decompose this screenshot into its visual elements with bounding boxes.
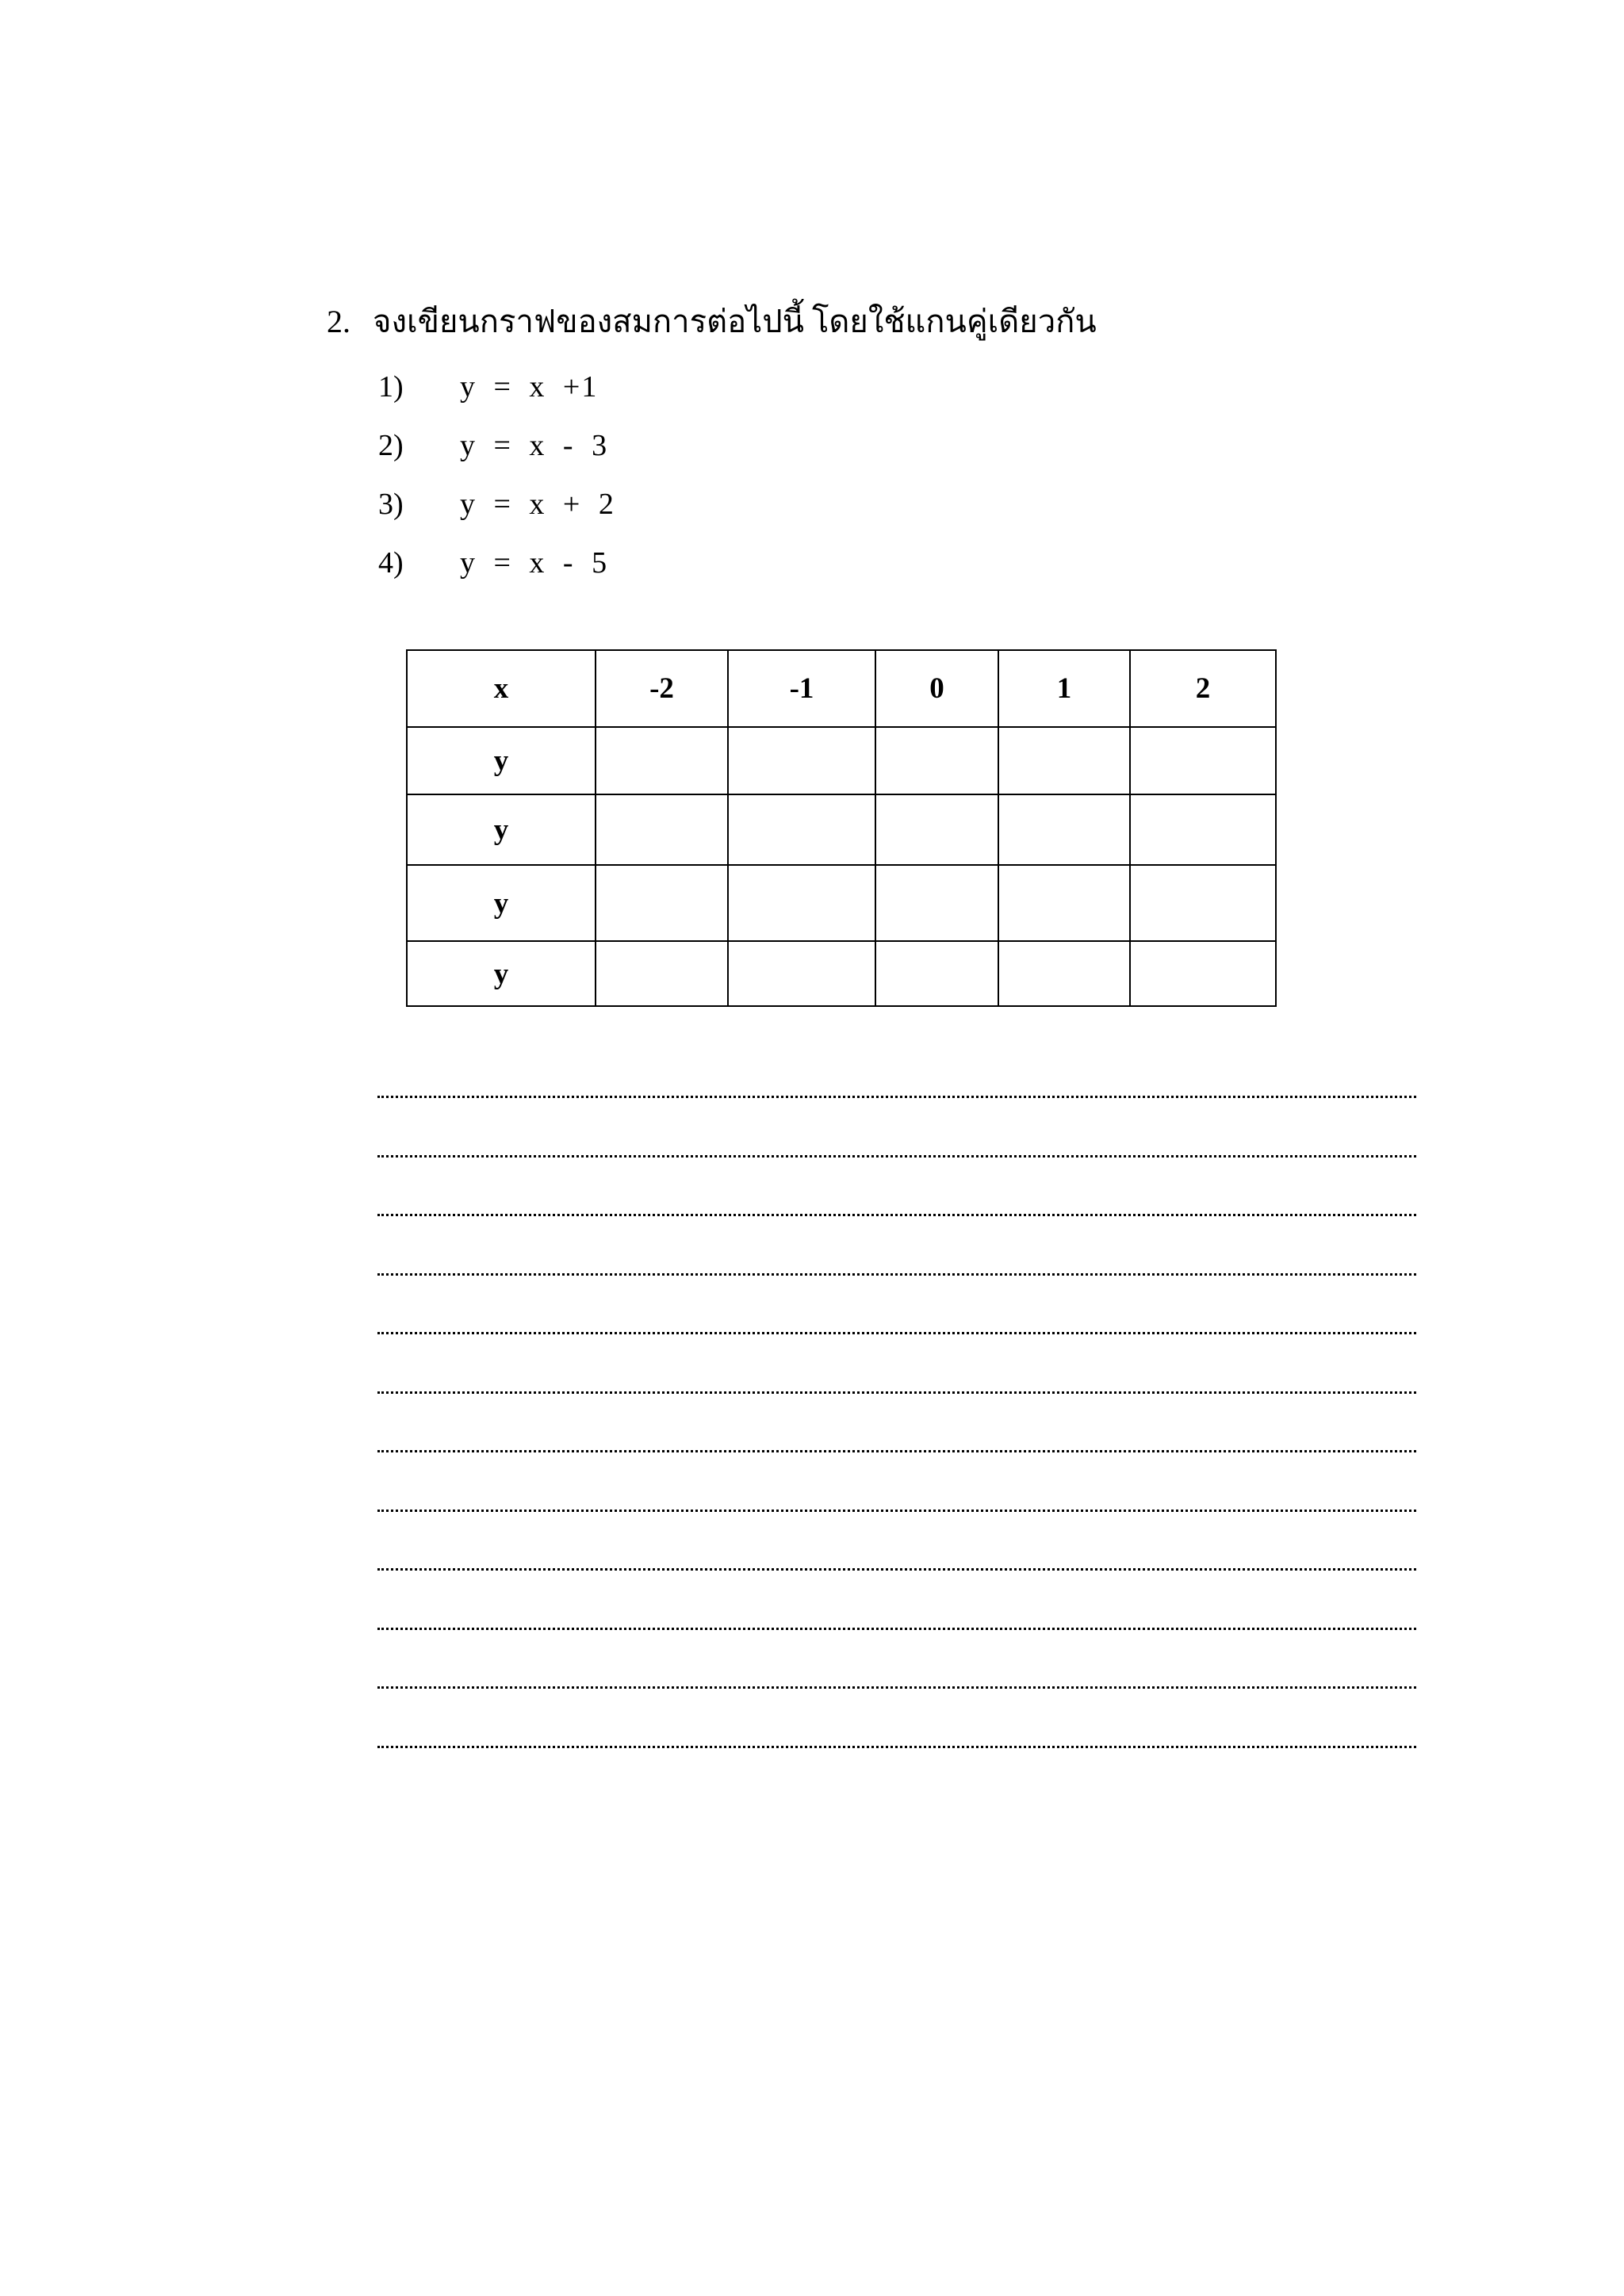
equation-item (378, 541, 615, 599)
dotted-rule (377, 1450, 1416, 1452)
table-header-cell: -2 (596, 650, 728, 727)
equation-item (378, 423, 615, 482)
table-cell[interactable] (596, 941, 728, 1006)
equation-text: y = x +1 (460, 370, 599, 404)
table-header-cell: 2 (1130, 650, 1276, 727)
table-row (407, 727, 1276, 794)
question-text: จงเขียนกราฟของสมการต่อไปนี้ โดยใช้แกนคู่เดียวกัน (373, 304, 1097, 339)
equation-number: 3) (378, 488, 404, 521)
table-cell[interactable] (998, 794, 1130, 865)
row-label-y: y (407, 865, 596, 941)
equation-text: y = x + 2 (460, 488, 615, 521)
dotted-rule (377, 1510, 1416, 1512)
equation-number: 1) (378, 370, 404, 404)
dotted-rule (377, 1214, 1416, 1216)
answer-line[interactable] (377, 1256, 1416, 1315)
table-cell[interactable] (596, 727, 728, 794)
row-label-y: y (407, 794, 596, 865)
answer-line[interactable] (377, 1669, 1416, 1728)
answer-line[interactable] (377, 1078, 1416, 1138)
answer-line[interactable] (377, 1433, 1416, 1492)
dotted-rule (377, 1686, 1416, 1689)
answer-line[interactable] (377, 1374, 1416, 1433)
table-header-cell: 1 (998, 650, 1130, 727)
table-cell[interactable] (728, 794, 875, 865)
equation-number: 2) (378, 429, 404, 462)
table-header-cell: -1 (728, 650, 875, 727)
answer-line[interactable] (377, 1728, 1416, 1788)
equation-text: y = x - 5 (460, 546, 609, 580)
table-row (407, 865, 1276, 941)
table-header-row (407, 650, 1276, 727)
dotted-rule (377, 1628, 1416, 1630)
answer-line[interactable] (377, 1610, 1416, 1670)
equation-item (378, 365, 615, 423)
dotted-rule (377, 1332, 1416, 1334)
table-row (407, 794, 1276, 865)
answer-line[interactable] (377, 1492, 1416, 1552)
table-cell[interactable] (998, 727, 1130, 794)
table-cell[interactable] (875, 941, 998, 1006)
dotted-rule (377, 1568, 1416, 1571)
table-cell[interactable] (728, 727, 875, 794)
dotted-rule (377, 1746, 1416, 1748)
table-cell[interactable] (596, 865, 728, 941)
table-cell[interactable] (998, 865, 1130, 941)
answer-lines (377, 1078, 1416, 1787)
table-cell[interactable] (1130, 941, 1276, 1006)
dotted-rule (377, 1391, 1416, 1394)
table-cell[interactable] (728, 941, 875, 1006)
table-cell[interactable] (875, 794, 998, 865)
equation-item (378, 482, 615, 541)
equation-text: y = x - 3 (460, 429, 609, 462)
row-label-y: y (407, 941, 596, 1006)
question-heading (327, 300, 1097, 344)
table-cell[interactable] (1130, 865, 1276, 941)
row-label-y: y (407, 727, 596, 794)
answer-line[interactable] (377, 1551, 1416, 1610)
table-header-cell: 0 (875, 650, 998, 727)
answer-line[interactable] (377, 1196, 1416, 1256)
equation-list (378, 365, 615, 599)
table-cell[interactable] (875, 865, 998, 941)
answer-line[interactable] (377, 1314, 1416, 1374)
equation-number: 4) (378, 546, 404, 580)
dotted-rule (377, 1096, 1416, 1098)
table-cell[interactable] (596, 794, 728, 865)
question-number: 2. (327, 304, 350, 339)
table-cell[interactable] (1130, 794, 1276, 865)
table-header-x: x (407, 650, 596, 727)
table-row (407, 941, 1276, 1006)
answer-line[interactable] (377, 1138, 1416, 1197)
table-cell[interactable] (998, 941, 1130, 1006)
table-cell[interactable] (728, 865, 875, 941)
table-cell[interactable] (1130, 727, 1276, 794)
table-cell[interactable] (875, 727, 998, 794)
dotted-rule (377, 1155, 1416, 1158)
xy-value-table (406, 649, 1277, 1007)
dotted-rule (377, 1273, 1416, 1276)
